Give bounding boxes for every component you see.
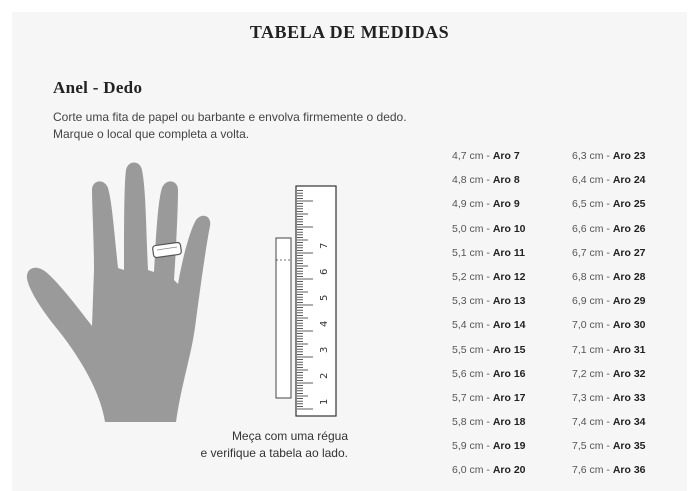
circumference-value: 6,5 cm -	[572, 198, 613, 211]
ruler-number: 7	[319, 242, 330, 249]
size-row	[452, 198, 526, 222]
ring-size-value: Aro 29	[612, 295, 646, 308]
note-line: e verifique a tabela ao lado.	[200, 446, 348, 460]
instruction-line: Corte uma fita de papel ou barbante e envolva firmemente o dedo.	[53, 110, 407, 124]
ring-size-value: Aro 35	[612, 440, 646, 453]
size-row	[572, 174, 646, 198]
size-row	[572, 464, 646, 488]
instructions	[53, 109, 407, 143]
ring-size-value: Aro 8	[492, 174, 520, 187]
size-row	[452, 295, 526, 319]
size-row	[452, 440, 526, 464]
size-row	[572, 198, 646, 222]
size-row	[452, 368, 526, 392]
ruler-number: 3	[319, 346, 330, 353]
size-row	[452, 174, 526, 198]
circumference-value: 7,1 cm -	[572, 343, 613, 356]
ruler-number: 2	[319, 372, 330, 379]
circumference-value: 4,9 cm -	[452, 198, 493, 211]
circumference-value: 6,4 cm -	[572, 174, 613, 187]
size-row	[572, 223, 646, 247]
size-table-right	[572, 150, 646, 489]
size-row	[452, 247, 526, 271]
ring-size-value: Aro 26	[612, 222, 646, 235]
ring-size-value: Aro 12	[492, 270, 526, 283]
ruler-icon	[296, 186, 336, 416]
ring-size-value: Aro 34	[612, 416, 646, 429]
note-line: Meça com uma régua	[231, 429, 348, 443]
instruction-line: Marque o local que completa a volta.	[53, 127, 250, 141]
circumference-value: 5,5 cm -	[452, 343, 493, 356]
ring-size-value: Aro 28	[612, 270, 646, 283]
circumference-value: 7,0 cm -	[572, 319, 613, 332]
size-row	[452, 344, 526, 368]
circumference-value: 6,6 cm -	[572, 222, 613, 235]
measurement-illustration	[0, 150, 420, 470]
circumference-value: 6,8 cm -	[572, 270, 613, 283]
ruler-number: 4	[319, 320, 330, 327]
circumference-value: 5,3 cm -	[452, 295, 493, 308]
circumference-value: 7,5 cm -	[572, 440, 613, 453]
size-row	[572, 150, 646, 174]
ring-size-value: Aro 36	[612, 464, 646, 477]
circumference-value: 5,8 cm -	[452, 416, 493, 429]
circumference-value: 5,4 cm -	[452, 319, 493, 332]
size-row	[572, 344, 646, 368]
size-row	[572, 295, 646, 319]
ruler-number: 1	[319, 398, 330, 405]
circumference-value: 4,8 cm -	[452, 174, 493, 187]
ring-size-value: Aro 23	[612, 150, 646, 162]
ring-size-value: Aro 24	[612, 174, 646, 187]
ring-size-value: Aro 30	[612, 319, 646, 332]
circumference-value: 5,1 cm -	[452, 246, 493, 259]
ring-size-value: Aro 14	[492, 319, 526, 332]
ring-size-value: Aro 31	[612, 343, 646, 356]
circumference-value: 6,7 cm -	[572, 246, 613, 259]
section-title: Anel - Dedo	[53, 78, 143, 97]
circumference-value: 5,6 cm -	[452, 367, 493, 380]
circumference-value: 5,2 cm -	[452, 270, 493, 283]
circumference-value: 6,3 cm -	[572, 150, 613, 162]
ring-size-value: Aro 15	[492, 343, 526, 356]
page-title: TABELA DE MEDIDAS	[249, 22, 450, 42]
ring-size-value: Aro 10	[492, 222, 526, 235]
size-row	[452, 416, 526, 440]
ring-size-value: Aro 9	[492, 198, 520, 211]
circumference-value: 6,0 cm -	[452, 464, 493, 477]
ruler-number: 6	[319, 268, 330, 275]
size-table-left	[452, 150, 526, 489]
ring-size-value: Aro 13	[492, 295, 526, 308]
circumference-value: 6,9 cm -	[572, 295, 613, 308]
ring-size-value: Aro 11	[492, 246, 525, 259]
size-row	[452, 150, 526, 174]
measure-note	[201, 428, 348, 462]
illustration-svg	[0, 150, 420, 470]
size-row	[572, 392, 646, 416]
circumference-value: 5,7 cm -	[452, 391, 493, 404]
size-row	[572, 247, 646, 271]
ring-size-value: Aro 32	[612, 367, 646, 380]
size-row	[452, 271, 526, 295]
size-row	[452, 319, 526, 343]
hand-icon	[27, 163, 210, 423]
ring-size-value: Aro 16	[492, 367, 526, 380]
size-row	[452, 223, 526, 247]
size-row	[572, 440, 646, 464]
size-row	[572, 271, 646, 295]
paper-strip-icon	[276, 238, 291, 398]
ring-size-value: Aro 27	[612, 246, 646, 259]
size-row	[452, 464, 526, 488]
ruler-number: 5	[319, 294, 330, 301]
ring-size-value: Aro 25	[612, 198, 646, 211]
circumference-value: 7,2 cm -	[572, 367, 613, 380]
size-row	[452, 392, 526, 416]
ring-size-value: Aro 7	[492, 150, 520, 162]
ring-size-value: Aro 17	[492, 391, 526, 404]
circumference-value: 7,3 cm -	[572, 391, 613, 404]
size-row	[572, 319, 646, 343]
ring-size-value: Aro 20	[492, 464, 526, 477]
ring-size-value: Aro 18	[492, 416, 526, 429]
circumference-value: 7,4 cm -	[572, 416, 613, 429]
circumference-value: 7,6 cm -	[572, 464, 613, 477]
circumference-value: 5,0 cm -	[452, 222, 493, 235]
ring-size-value: Aro 19	[492, 440, 526, 453]
ring-size-value: Aro 33	[612, 391, 646, 404]
circumference-value: 5,9 cm -	[452, 440, 493, 453]
size-row	[572, 368, 646, 392]
size-row	[572, 416, 646, 440]
circumference-value: 4,7 cm -	[452, 150, 493, 162]
